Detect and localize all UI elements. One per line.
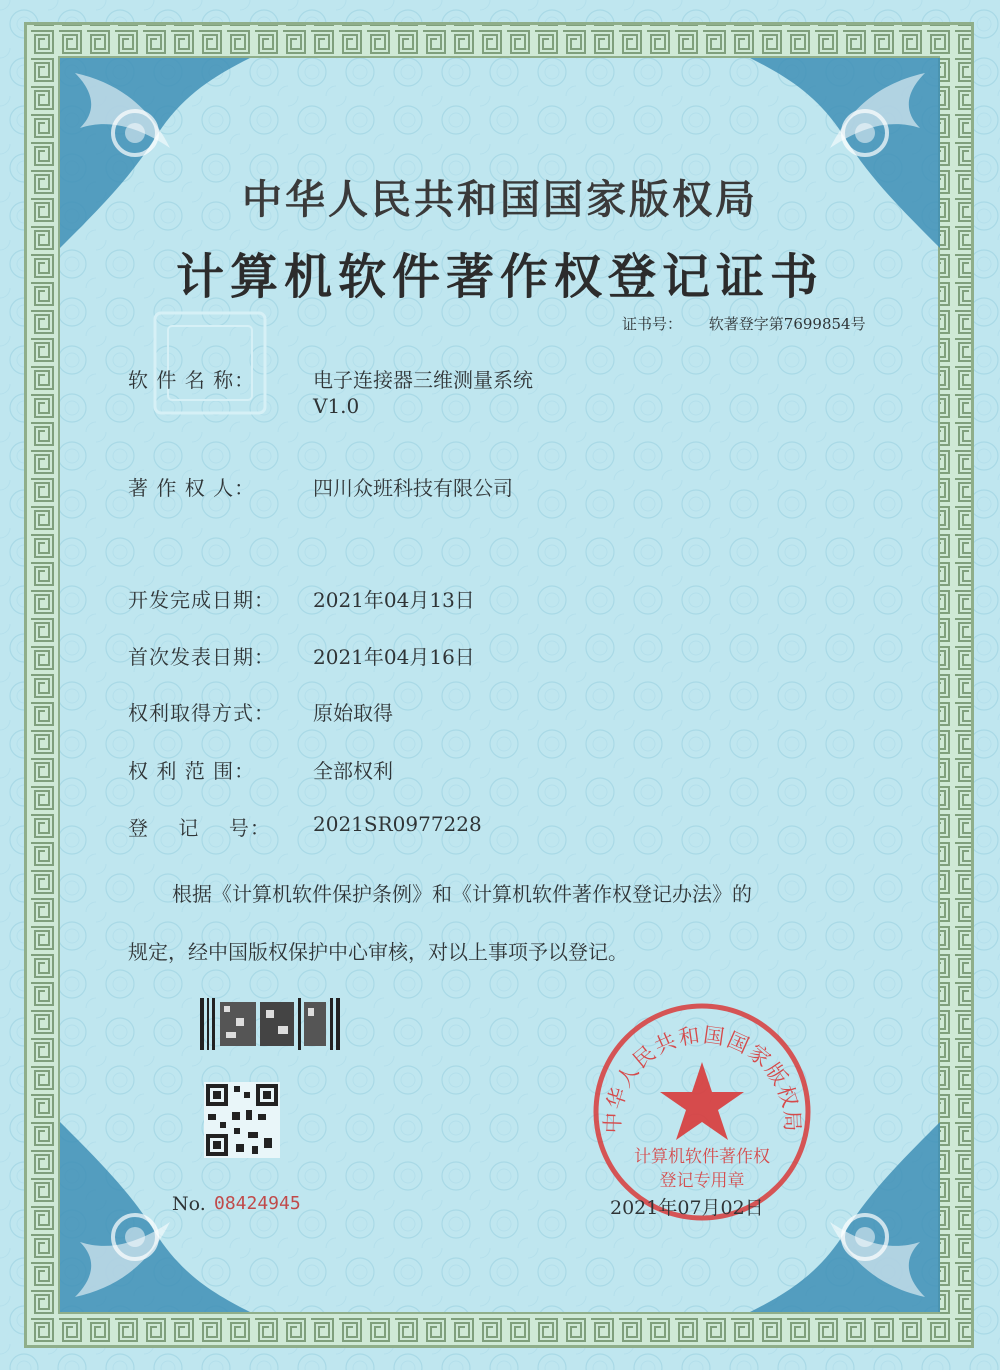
embossed-stamp: [150, 308, 270, 418]
software-version-value: V1.0: [313, 394, 360, 418]
registration-number-label: 登 记 号：: [128, 816, 271, 840]
rights-scope-label: 权 利 范 围：: [128, 759, 256, 783]
serial-number-label: No.: [172, 1193, 206, 1215]
owner-value: 四川众班科技有限公司: [313, 476, 513, 500]
seal-inner-line-1: 计算机软件著作权: [634, 1147, 770, 1167]
rights-scope-value: 全部权利: [313, 759, 393, 783]
pub-date-value: 2021年04月16日: [313, 645, 475, 669]
certificate-number-label: 证书号：: [622, 315, 683, 333]
dev-date-value: 2021年04月13日: [313, 588, 475, 612]
qr-code: [204, 1082, 280, 1158]
seal-outer-text: 中华人民共和国国家版权局: [600, 1022, 805, 1134]
software-name-value: 电子连接器三维测量系统: [313, 368, 533, 392]
barcode: [200, 998, 340, 1050]
certificate-title: 计算机软件著作权登记证书: [175, 249, 824, 305]
serial-number-value: 08424945: [214, 1193, 301, 1214]
certificate-number: [622, 313, 866, 334]
rights-method-value: 原始取得: [313, 701, 393, 725]
seal-inner-line-2: 登记专用章: [659, 1171, 745, 1191]
dev-date-label: 开发完成日期：: [128, 588, 275, 612]
rights-method-label: 权利取得方式：: [128, 701, 275, 725]
pub-date-label: 首次发表日期：: [128, 645, 275, 669]
declaration-line-2: 规定，经中国版权保护中心审核，对以上事项予以登记。: [128, 940, 628, 964]
issue-date: 2021年07月02日: [610, 1197, 764, 1219]
owner-label: 著 作 权 人：: [128, 476, 256, 500]
issuer-name: 中华人民共和国国家版权局: [242, 176, 758, 223]
registration-number-value: 2021SR0977228: [313, 812, 482, 836]
software-name-label: 软 件 名 称：: [128, 368, 256, 392]
certificate-number-value: 软著登字第7699854号: [708, 315, 866, 333]
declaration-line-1: 根据《计算机软件保护条例》和《计算机软件著作权登记办法》的: [172, 882, 752, 906]
official-red-seal: [590, 1000, 815, 1225]
